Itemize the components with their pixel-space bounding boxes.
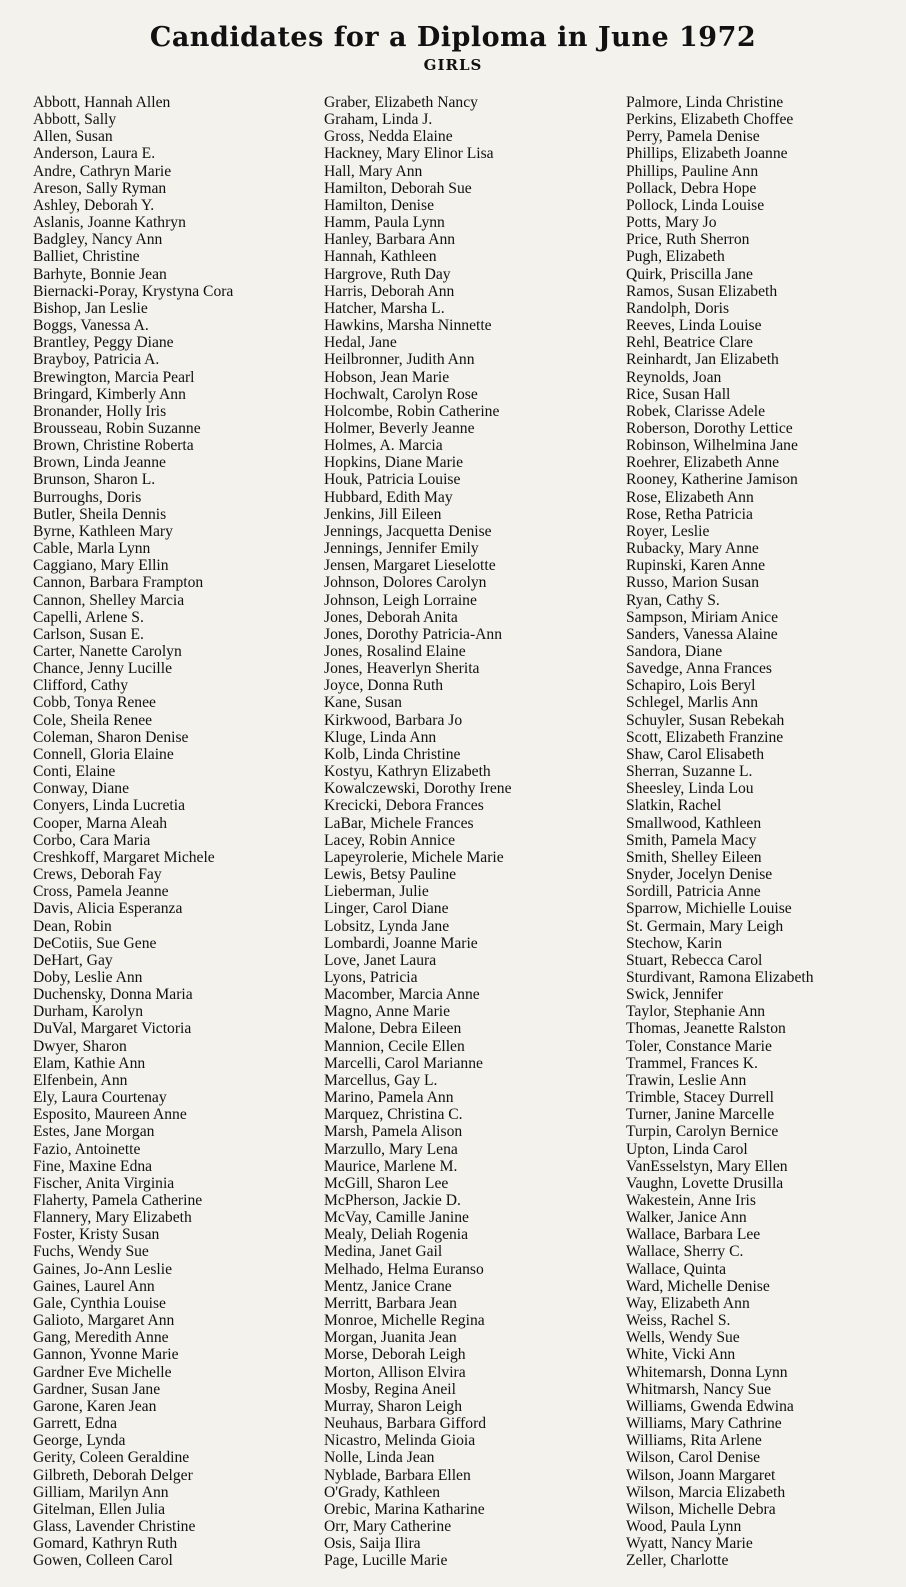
candidate-name: Sheesley, Linda Lou (626, 780, 754, 798)
candidate-name: Merritt, Barbara Jean (324, 1294, 457, 1312)
candidate-name: Hamilton, Denise (324, 196, 435, 214)
candidate-name: Stuart, Rebecca Carol (626, 951, 763, 969)
candidate-name: DuVal, Margaret Victoria (33, 1020, 192, 1038)
candidate-name: Doby, Leslie Ann (33, 968, 143, 986)
candidate-name: Rose, Elizabeth Ann (626, 488, 754, 506)
candidate-name: Holcombe, Robin Catherine (324, 402, 500, 420)
candidate-name: Anderson, Laura E. (33, 145, 156, 163)
candidate-name: Murray, Sharon Leigh (324, 1397, 462, 1415)
candidate-name: Bishop, Jan Leslie (33, 299, 148, 317)
candidate-name: Cable, Marla Lynn (33, 540, 151, 558)
candidate-name: Davis, Alicia Esperanza (33, 900, 183, 918)
candidate-name: White, Vicki Ann (626, 1346, 736, 1364)
candidate-name: Flannery, Mary Elizabeth (33, 1209, 192, 1227)
candidate-name: Brown, Linda Jeanne (33, 454, 166, 472)
candidate-name: Hamm, Paula Lynn (324, 214, 445, 232)
candidate-name: Lapeyrolerie, Michele Marie (324, 848, 504, 866)
candidate-name: McVay, Camille Janine (324, 1209, 469, 1227)
candidate-name: Pollock, Linda Louise (626, 196, 765, 214)
candidate-name: Cole, Sheila Renee (33, 711, 153, 729)
candidate-name: Schuyler, Susan Rebekah (626, 711, 785, 729)
candidate-name: Ward, Michelle Denise (626, 1277, 770, 1295)
candidate-name: Boggs, Vanessa A. (33, 317, 149, 335)
candidate-name: Areson, Sally Ryman (33, 179, 167, 197)
candidate-name: Corbo, Cara Maria (33, 831, 151, 849)
candidate-name: Andre, Cathryn Marie (33, 162, 172, 180)
candidate-name: Trawin, Leslie Ann (626, 1071, 747, 1089)
candidate-name: Estes, Jane Morgan (33, 1123, 155, 1141)
candidate-name: Wallace, Sherry C. (626, 1243, 744, 1261)
candidate-name: Joyce, Donna Ruth (324, 677, 444, 695)
candidate-name: Rooney, Katherine Jamison (626, 471, 798, 489)
candidate-name: Wilson, Joann Margaret (626, 1466, 776, 1484)
candidate-name: Robinson, Wilhelmina Jane (626, 437, 798, 455)
candidate-name: Marsh, Pamela Alison (324, 1123, 463, 1141)
candidate-name: Malone, Debra Eileen (324, 1020, 462, 1038)
candidate-name: Slatkin, Rachel (626, 797, 722, 815)
section-heading: GIRLS (423, 56, 483, 74)
candidate-name: Marcellus, Gay L. (324, 1071, 438, 1089)
candidate-name: Wallace, Barbara Lee (626, 1226, 761, 1244)
candidate-name: Marino, Pamela Ann (324, 1089, 454, 1107)
candidate-name: Durham, Karolyn (33, 1003, 143, 1021)
candidate-name: Potts, Mary Jo (626, 214, 717, 232)
candidate-name: Morgan, Juanita Jean (324, 1329, 457, 1347)
candidate-name: Sandora, Diane (626, 643, 723, 660)
candidate-name: Badgley, Nancy Ann (33, 231, 163, 249)
candidate-name: Gitelman, Ellen Julia (33, 1500, 166, 1518)
candidate-name: Brantley, Peggy Diane (33, 334, 174, 352)
candidate-name: Johnson, Leigh Lorraine (324, 591, 477, 609)
candidate-name: Wood, Paula Lynn (626, 1517, 742, 1535)
candidate-name: Stechow, Karin (626, 934, 722, 952)
candidate-name: Brousseau, Robin Suzanne (33, 419, 201, 437)
candidate-name: Swick, Jennifer (626, 986, 724, 1004)
candidate-name: Gaines, Jo-Ann Leslie (33, 1260, 173, 1278)
candidate-name: Roberson, Dorothy Lettice (626, 419, 793, 437)
candidate-name: Aslanis, Joanne Kathryn (33, 214, 186, 232)
candidate-name: Dean, Robin (33, 917, 112, 935)
candidate-name: Ashley, Deborah Y. (33, 196, 155, 214)
candidate-name: VanEsselstyn, Mary Ellen (626, 1157, 788, 1175)
candidate-name: Walker, Janice Ann (626, 1209, 747, 1227)
candidate-name: Upton, Linda Carol (626, 1140, 748, 1158)
candidate-name: Price, Ruth Sherron (626, 231, 750, 249)
candidate-name: Jones, Dorothy Patricia-Ann (324, 625, 502, 643)
candidate-name: Hochwalt, Carolyn Rose (324, 385, 478, 403)
candidate-name: Neuhaus, Barbara Gifford (324, 1415, 487, 1433)
name-column-1 (33, 94, 233, 1569)
candidate-name: McPherson, Jackie D. (324, 1192, 461, 1209)
candidate-name: Ryan, Cathy S. (626, 591, 720, 609)
candidate-name: Hatcher, Marsha L. (324, 299, 445, 317)
candidate-name: Hobson, Jean Marie (324, 368, 450, 386)
candidate-name: Chance, Jenny Lucille (33, 660, 172, 678)
candidate-name: Sampson, Miriam Anice (626, 608, 779, 626)
candidate-name: Wilson, Marcia Elizabeth (626, 1483, 786, 1501)
candidate-name: Lieberman, Julie (324, 883, 429, 901)
candidate-name: Fischer, Anita Virginia (33, 1174, 175, 1192)
candidate-name: Toler, Constance Marie (626, 1037, 772, 1055)
candidate-name: Marquez, Christina C. (324, 1106, 463, 1124)
candidate-name: Melhado, Helma Euranso (324, 1260, 484, 1278)
candidate-name: Graham, Linda J. (324, 111, 433, 129)
candidate-name: Krecicki, Debora Frances (324, 797, 484, 815)
candidate-name: Wyatt, Nancy Marie (626, 1535, 753, 1553)
candidate-name: Abbott, Sally (33, 111, 117, 129)
candidate-name: Dwyer, Sharon (33, 1037, 127, 1055)
candidate-name: Quirk, Priscilla Jane (626, 265, 753, 283)
candidate-name: Hopkins, Diane Marie (324, 454, 464, 472)
candidate-name: Brayboy, Patricia A. (33, 351, 160, 369)
candidate-name: Rubacky, Mary Anne (626, 540, 759, 558)
candidate-name: Cooper, Marna Aleah (33, 814, 168, 832)
candidate-name: Reeves, Linda Louise (626, 317, 762, 335)
name-column-2 (324, 94, 512, 1569)
candidate-name: Morton, Allison Elvira (324, 1363, 466, 1381)
candidate-name: Gilliam, Marilyn Ann (33, 1483, 169, 1501)
candidate-name: Conti, Elaine (33, 763, 116, 781)
candidate-name: Abbott, Hannah Allen (33, 94, 171, 111)
candidate-name: Garone, Karen Jean (33, 1397, 157, 1415)
candidate-name: Sordill, Patricia Anne (626, 883, 761, 901)
candidate-name: Allen, Susan (33, 128, 113, 146)
candidate-name: Ramos, Susan Elizabeth (626, 282, 778, 300)
candidate-name: Glass, Lavender Christine (33, 1517, 196, 1535)
candidate-name: Burroughs, Doris (33, 488, 142, 506)
candidate-name: Duchensky, Donna Maria (33, 986, 193, 1004)
candidate-name: Jones, Rosalind Elaine (324, 643, 466, 660)
candidate-name: Elfenbein, Ann (33, 1071, 128, 1089)
candidate-name: Linger, Carol Diane (324, 900, 449, 918)
candidate-name: Hanley, Barbara Ann (324, 231, 456, 249)
candidate-name: Monroe, Michelle Regina (324, 1312, 485, 1330)
candidate-name: Hall, Mary Ann (324, 162, 423, 180)
candidate-name: Orr, Mary Catherine (324, 1517, 452, 1535)
candidate-name: Creshkoff, Margaret Michele (33, 848, 215, 866)
candidate-name: Harris, Deborah Ann (324, 282, 455, 300)
candidate-name: Garrett, Edna (33, 1415, 117, 1433)
candidate-name: Rupinski, Karen Anne (626, 557, 766, 575)
candidate-name: Elam, Kathie Ann (33, 1054, 146, 1072)
candidate-name: Jones, Deborah Anita (324, 608, 458, 626)
candidate-name: McGill, Sharon Lee (324, 1174, 449, 1192)
candidate-name: Gross, Nedda Elaine (324, 128, 453, 146)
candidate-name: Flaherty, Pamela Catherine (33, 1192, 203, 1209)
candidate-name: Brown, Christine Roberta (33, 437, 194, 455)
candidate-name: Carlson, Susan E. (33, 625, 144, 643)
candidate-name: Vaughn, Lovette Drusilla (626, 1174, 784, 1192)
candidate-name: Kane, Susan (324, 694, 402, 712)
candidate-name: Capelli, Arlene S. (33, 608, 144, 626)
candidate-name: DeHart, Gay (33, 951, 113, 969)
candidate-name: Orebic, Marina Katharine (324, 1500, 485, 1518)
candidate-name: Gardner, Susan Jane (33, 1380, 161, 1398)
candidate-name: Reinhardt, Jan Elizabeth (626, 351, 779, 369)
candidate-name: Whitmarsh, Nancy Sue (626, 1380, 772, 1398)
candidate-name: Gerity, Coleen Geraldine (33, 1449, 190, 1467)
candidate-name: Cannon, Barbara Frampton (33, 574, 204, 592)
candidate-name: Lombardi, Joanne Marie (324, 934, 478, 952)
candidate-name: Hannah, Kathleen (324, 248, 437, 266)
candidate-name: Trammel, Frances K. (626, 1054, 758, 1072)
candidate-name: Gale, Cynthia Louise (33, 1294, 166, 1312)
candidate-name: Carter, Nanette Carolyn (33, 643, 182, 660)
candidate-name: Turpin, Carolyn Bernice (626, 1123, 779, 1141)
candidate-name: Kostyu, Kathryn Elizabeth (324, 763, 491, 781)
candidate-name: Holmes, A. Marcia (324, 437, 443, 455)
candidate-name: Sparrow, Michielle Louise (626, 900, 792, 918)
candidate-name: Randolph, Doris (626, 299, 730, 317)
candidate-name: Jennings, Jacquetta Denise (324, 522, 492, 540)
candidate-name: Zeller, Charlotte (626, 1552, 729, 1570)
candidate-name: Robek, Clarisse Adele (626, 402, 766, 420)
candidate-name: Wakestein, Anne Iris (626, 1192, 756, 1209)
candidate-name: Scott, Elizabeth Franzine (626, 728, 784, 746)
candidate-name: Hawkins, Marsha Ninnette (324, 317, 492, 335)
candidate-name: Fuchs, Wendy Sue (33, 1243, 149, 1261)
candidate-name: Jensen, Margaret Lieselotte (324, 557, 496, 575)
candidate-name: Esposito, Maureen Anne (33, 1106, 187, 1124)
candidate-name: Medina, Janet Gail (324, 1243, 443, 1261)
candidate-name: Pollack, Debra Hope (626, 179, 757, 197)
candidate-name: Clifford, Cathy (33, 677, 129, 695)
candidate-name: Sanders, Vanessa Alaine (626, 625, 778, 643)
candidate-name: Fine, Maxine Edna (33, 1157, 153, 1175)
candidate-name: Royer, Leslie (626, 522, 710, 540)
candidate-name: Reynolds, Joan (626, 368, 722, 386)
candidate-name: Biernacki-Poray, Krystyna Cora (33, 282, 234, 300)
candidate-name: Rice, Susan Hall (626, 385, 731, 403)
candidate-name: Holmer, Beverly Jeanne (324, 419, 475, 437)
candidate-name: Bronander, Holly Iris (33, 402, 167, 420)
candidate-name: Galioto, Margaret Ann (33, 1312, 175, 1330)
candidate-name: Thomas, Jeanette Ralston (626, 1020, 786, 1038)
candidate-name: Hargrove, Ruth Day (324, 265, 451, 283)
candidate-name: Page, Lucille Marie (324, 1552, 448, 1570)
candidate-name: Magno, Anne Marie (324, 1003, 451, 1021)
candidate-name: Gardner Eve Michelle (33, 1363, 172, 1381)
candidate-name: Wilson, Carol Denise (626, 1449, 761, 1467)
candidate-name: Kluge, Linda Ann (324, 728, 437, 746)
candidate-name: Gilbreth, Deborah Delger (33, 1466, 193, 1484)
candidate-name: Rehl, Beatrice Clare (626, 334, 753, 352)
candidate-name: Williams, Gwenda Edwina (626, 1397, 794, 1415)
candidate-name: Hedal, Jane (324, 334, 397, 352)
candidate-name: Mealy, Deliah Rogenia (324, 1226, 469, 1244)
candidate-name: Cross, Pamela Jeanne (33, 883, 169, 901)
candidate-name: Nolle, Linda Jean (324, 1449, 435, 1467)
candidate-name: Crews, Deborah Fay (33, 866, 162, 884)
candidate-name: Macomber, Marcia Anne (324, 986, 480, 1004)
candidate-name: Marcelli, Carol Marianne (324, 1054, 483, 1072)
candidate-name: Roehrer, Elizabeth Anne (626, 454, 780, 472)
candidate-name: Marzullo, Mary Lena (324, 1140, 458, 1158)
candidate-name: Lobsitz, Lynda Jane (324, 917, 450, 935)
candidate-name: Cannon, Shelley Marcia (33, 591, 185, 609)
candidate-name: Balliet, Christine (33, 248, 140, 266)
candidate-name: Wells, Wendy Sue (626, 1329, 740, 1347)
candidate-name: Pugh, Elizabeth (626, 248, 725, 266)
candidate-name: Conyers, Linda Lucretia (33, 797, 185, 815)
candidate-name: Schapiro, Lois Beryl (626, 677, 756, 695)
candidate-name: Hamilton, Deborah Sue (324, 179, 472, 197)
candidate-name: Coleman, Sharon Denise (33, 728, 189, 746)
candidate-name: Savedge, Anna Frances (626, 660, 772, 678)
candidate-name: Jennings, Jennifer Emily (324, 540, 479, 558)
candidate-name: Graber, Elizabeth Nancy (324, 94, 478, 111)
candidate-name: Barhyte, Bonnie Jean (33, 265, 167, 283)
candidate-name: Brunson, Sharon L. (33, 471, 156, 489)
candidate-name: Trimble, Stacey Durrell (626, 1089, 774, 1107)
candidate-name: Kowalczewski, Dorothy Irene (324, 780, 512, 798)
candidate-name: Williams, Rita Arlene (626, 1432, 762, 1450)
candidate-name: Lewis, Betsy Pauline (324, 866, 457, 884)
candidate-name: Perkins, Elizabeth Choffee (626, 111, 794, 129)
candidate-name: Mentz, Janice Crane (324, 1277, 452, 1295)
candidate-name: Lacey, Robin Annice (324, 831, 456, 849)
candidate-name: Hubbard, Edith May (324, 488, 453, 506)
candidate-name: Byrne, Kathleen Mary (33, 522, 173, 540)
candidate-name: Way, Elizabeth Ann (626, 1294, 750, 1312)
candidate-name: Bringard, Kimberly Ann (33, 385, 186, 403)
candidate-name: Brewington, Marcia Pearl (33, 368, 195, 386)
candidate-name: Nicastro, Melinda Gioia (324, 1432, 476, 1450)
candidate-name: Gowen, Colleen Carol (33, 1552, 173, 1570)
candidate-name: Cobb, Tonya Renee (33, 694, 156, 712)
candidate-name: Perry, Pamela Denise (626, 128, 760, 146)
candidate-name: Turner, Janine Marcelle (626, 1106, 775, 1124)
candidate-name: Snyder, Jocelyn Denise (626, 866, 773, 884)
candidate-name: Gannon, Yvonne Marie (33, 1346, 179, 1364)
candidate-name: Conway, Diane (33, 780, 129, 798)
candidate-name: Foster, Kristy Susan (33, 1226, 160, 1244)
candidate-name: Gang, Meredith Anne (33, 1329, 169, 1347)
candidate-name: Smallwood, Kathleen (626, 814, 762, 832)
candidate-name: Schlegel, Marlis Ann (626, 694, 759, 712)
candidate-name: Heilbronner, Judith Ann (324, 351, 475, 369)
candidate-name: Connell, Gloria Elaine (33, 745, 174, 763)
candidate-name: O'Grady, Kathleen (324, 1483, 441, 1501)
candidate-name: Russo, Marion Susan (626, 574, 759, 592)
candidate-name: Houk, Patricia Louise (324, 471, 461, 489)
candidate-name: Rose, Retha Patricia (626, 505, 753, 523)
candidate-name: St. Germain, Mary Leigh (626, 917, 784, 935)
candidate-name: Kolb, Linda Christine (324, 745, 461, 763)
candidate-name: Kirkwood, Barbara Jo (324, 711, 463, 729)
candidate-name: Gomard, Kathryn Ruth (33, 1535, 178, 1553)
candidate-name: Fazio, Antoinette (33, 1140, 141, 1158)
candidate-name: Jenkins, Jill Eileen (324, 505, 442, 523)
candidate-name: Butler, Sheila Dennis (33, 505, 167, 523)
candidate-name: Taylor, Stephanie Ann (626, 1003, 766, 1021)
candidate-name: Jones, Heaverlyn Sherita (324, 660, 480, 678)
candidate-name: Weiss, Rachel S. (626, 1312, 731, 1330)
candidate-name: Wilson, Michelle Debra (626, 1500, 776, 1518)
candidate-name: Phillips, Elizabeth Joanne (626, 145, 788, 163)
candidate-name: Lyons, Patricia (324, 968, 418, 986)
candidate-name: LaBar, Michele Frances (324, 814, 474, 832)
candidate-name: Mosby, Regina Aneil (324, 1380, 456, 1398)
candidate-name: Love, Janet Laura (324, 951, 437, 969)
candidate-name: Whitemarsh, Donna Lynn (626, 1363, 788, 1381)
candidate-name: Sherran, Suzanne L. (626, 763, 753, 781)
candidate-name: Smith, Pamela Macy (626, 831, 757, 849)
candidate-name: Gaines, Laurel Ann (33, 1277, 155, 1295)
candidate-name: Osis, Saija Ilira (324, 1535, 421, 1553)
candidate-name: Nyblade, Barbara Ellen (324, 1466, 471, 1484)
candidate-name: DeCotiis, Sue Gene (33, 934, 157, 952)
candidate-name: Mannion, Cecile Ellen (324, 1037, 465, 1055)
candidate-name: Wallace, Quinta (626, 1260, 727, 1278)
candidate-name: George, Lynda (33, 1432, 126, 1450)
candidate-name: Ely, Laura Courtenay (33, 1089, 167, 1107)
candidate-name: Caggiano, Mary Ellin (33, 557, 169, 575)
candidate-name: Maurice, Marlene M. (324, 1157, 458, 1175)
candidate-name: Morse, Deborah Leigh (324, 1346, 466, 1364)
candidate-name: Smith, Shelley Eileen (626, 848, 762, 866)
candidate-name: Hackney, Mary Elinor Lisa (324, 145, 494, 163)
page-title: Candidates for a Diploma in June 1972 (149, 22, 757, 54)
candidate-name: Sturdivant, Ramona Elizabeth (626, 968, 814, 986)
candidate-name: Williams, Mary Cathrine (626, 1415, 782, 1433)
candidate-name: Palmore, Linda Christine (626, 94, 784, 111)
name-column-3 (626, 94, 814, 1569)
candidate-name: Phillips, Pauline Ann (626, 162, 759, 180)
candidate-name: Johnson, Dolores Carolyn (324, 574, 487, 592)
candidate-name: Shaw, Carol Elisabeth (626, 745, 765, 763)
